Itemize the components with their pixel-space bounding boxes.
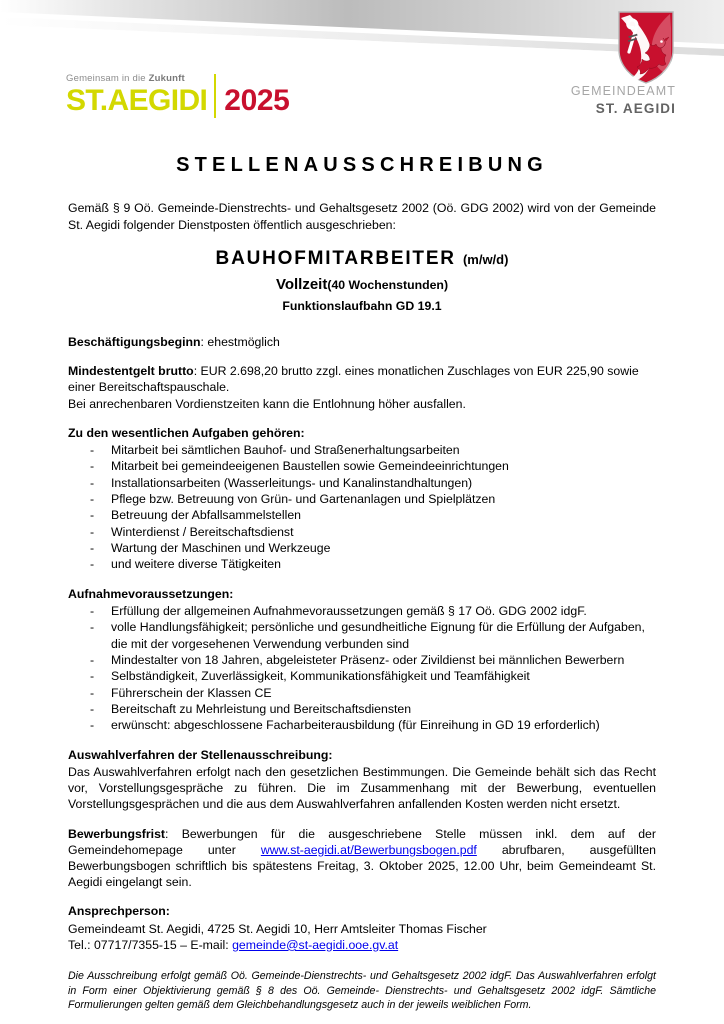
salary-label: Mindestentgelt brutto [68, 364, 194, 379]
intro-paragraph: Gemäß § 9 Oö. Gemeinde-Dienstrechts- und Gehaltsgesetz 2002 (Oö. GDG 2002) wird von der Gemeinde St. Aegidi folgender Dienstposten öffentlich ausgeschrieben: [68, 201, 656, 232]
procedure-text: Das Auswahlverfahren erfolgt nach den gesetzlichen Bestimmungen. Die Gemeinde behält sich das Recht vor, Vorstellungsgespräche zu führen. Die im Zusammenhang mit der Bewerbung, eventuellen Vorstellungsgesprächen und die aus dem Auswahlverfahren anfallenden Kosten werden nicht ersetzt. [68, 764, 656, 812]
logo-name-text: ST.AEGIDI [66, 83, 208, 117]
tasks-list [68, 442, 656, 573]
tasks-section [68, 425, 656, 573]
job-hours: (40 Wochenstunden) [327, 277, 449, 292]
contact-phone: Tel.: 07717/7355-15 – E-mail: [68, 937, 233, 952]
contact-address: Gemeindeamt St. Aegidi, 4725 St. Aegidi 10, Herr Amtsleiter Thomas Fischer [68, 921, 487, 936]
procedure-heading: Auswahlverfahren der Stellenausschreibung: [68, 747, 333, 762]
contact-phone-email [68, 937, 656, 953]
list-item: - Winterdienst / Bereitschaftsdienst [68, 524, 656, 540]
coat-of-arms-icon [616, 10, 676, 86]
salary-line2: Bei anrechenbaren Vordienstzeiten kann die Entlohnung höher ausfallen. [68, 396, 466, 411]
deadline-label: Bewerbungsfrist [68, 826, 166, 841]
start-date-separator: : [200, 334, 208, 349]
list-item: - erwünscht: abgeschlossene Facharbeiterausbildung (für Einreihung in GD 19 erforderlich) [68, 717, 656, 733]
list-item: - Mitarbeit bei sämtlichen Bauhof- und Straßenerhaltungsarbeiten [68, 442, 656, 458]
job-title-block [68, 246, 656, 314]
list-item: - Mindestalter von 18 Jahren, abgeleisteter Präsenz- oder Zivildienst bei männlichen Bewerbern [68, 652, 656, 668]
list-item: - Installationsarbeiten (Wasserleitungs- und Kanalinstandhaltungen) [68, 475, 656, 491]
start-date-value: ehestmöglich [207, 334, 280, 349]
list-item: - und weitere diverse Tätigkeiten [68, 556, 656, 572]
list-item: - Führerschein der Klassen CE [68, 685, 656, 701]
requirements-list [68, 603, 656, 734]
job-career-level: Funktionslaufbahn GD 19.1 [282, 298, 442, 313]
salary-line1: : EUR 2.698,20 brutto zzgl. eines monatlichen Zuschlages von EUR 225,90 sowie einer Bereitschaftspauschale. [68, 364, 639, 395]
deadline-paragraph [68, 826, 656, 891]
logo-divider [214, 74, 216, 118]
list-item: - Wartung der Maschinen und Werkzeuge [68, 540, 656, 556]
tasks-heading: Zu den wesentlichen Aufgaben gehören: [68, 425, 305, 440]
logo-claim [66, 74, 289, 84]
logo-claim-prefix: Gemeinsam in die [66, 73, 149, 84]
page-title: STELLENAUSSCHREIBUNG [176, 154, 548, 176]
job-title [68, 246, 656, 271]
contact-heading: Ansprechperson: [68, 904, 170, 919]
salary-paragraph [68, 363, 656, 412]
logo-claim-bold: Zukunft [148, 73, 185, 84]
crest-svg [616, 10, 676, 86]
requirements-heading: Aufnahmevoraussetzungen: [68, 586, 234, 601]
list-item: - Betreuung der Abfallsammelstellen [68, 507, 656, 523]
deadline-text-after: abrufbaren, ausgefüllten Bewerbungsbogen schriftlich bis spätestens Freitag, 3. Oktober 2025, 12.00 Uhr, beim Gemeindeamt St. Aegidi eingelangt sein. [68, 842, 656, 890]
legal-footnote: Die Ausschreibung erfolgt gemäß Oö. Gemeinde-Dienstrechts- und Gehaltsgesetz 2002 idgF. Das Auswahlverfahren erfolgt in Form einer Objektivierung gemäß § 8 des Oö. Gemeinde- Dienstrechts- und Gehaltsgesetz 2002 idgF. Sämtliche Formulierungen gelten gemäß dem Gleichbehandlungsgesetz auch in der jeweils weiblichen Form. [68, 970, 656, 1012]
municipality-logo [66, 74, 289, 122]
requirements-section [68, 586, 656, 734]
job-employment-type [68, 275, 656, 295]
list-item: - Bereitschaft zu Mehrleistung und Bereitschaftsdiensten [68, 701, 656, 717]
list-item: - Selbständigkeit, Zuverlässigkeit, Kommunikationsfähigkeit und Teamfähigkeit [68, 668, 656, 684]
office-name-line2: ST. AEGIDI [595, 100, 676, 116]
contact-email-link[interactable]: gemeinde@st-aegidi.ooe.gv.at [232, 937, 399, 952]
list-item: - volle Handlungsfähigkeit; persönliche und gesundheitliche Eignung für die Erfüllung der Aufgaben, die mit der vorgesehenen Verwendung verbunden sind [68, 619, 656, 652]
contact-section [68, 903, 656, 953]
deadline-text-before: : Bewerbungen für die ausgeschriebene Stelle müssen inkl. dem auf der Gemeindehomepage unter [68, 826, 656, 857]
start-date-label: Beschäftigungsbeginn [68, 334, 201, 349]
document-body [68, 152, 656, 1013]
logo-year-text: 2025 [224, 83, 290, 117]
start-date-paragraph [68, 334, 656, 350]
list-item: - Mitarbeit bei gemeindeeigenen Baustellen sowie Gemeindeeinrichtungen [68, 458, 656, 474]
application-form-link[interactable]: www.st-aegidi.at/Bewerbungsbogen.pdf [260, 842, 477, 857]
list-item: - Erfüllung der allgemeinen Aufnahmevoraussetzungen gemäß § 17 Oö. GDG 2002 idgF. [68, 603, 656, 619]
office-name-line1: GEMEINDEAMT [570, 84, 676, 98]
procedure-section [68, 747, 656, 813]
office-name-block [430, 84, 676, 118]
job-title-gender: (m/w/d) [462, 251, 509, 267]
job-title-main: BAUHOFMITARBEITER [215, 247, 456, 269]
list-item: - Pflege bzw. Betreuung von Grün- und Gartenanlagen und Spielplätzen [68, 491, 656, 507]
logo-wordmark [66, 83, 290, 118]
job-employment-label: Vollzeit [275, 275, 328, 293]
